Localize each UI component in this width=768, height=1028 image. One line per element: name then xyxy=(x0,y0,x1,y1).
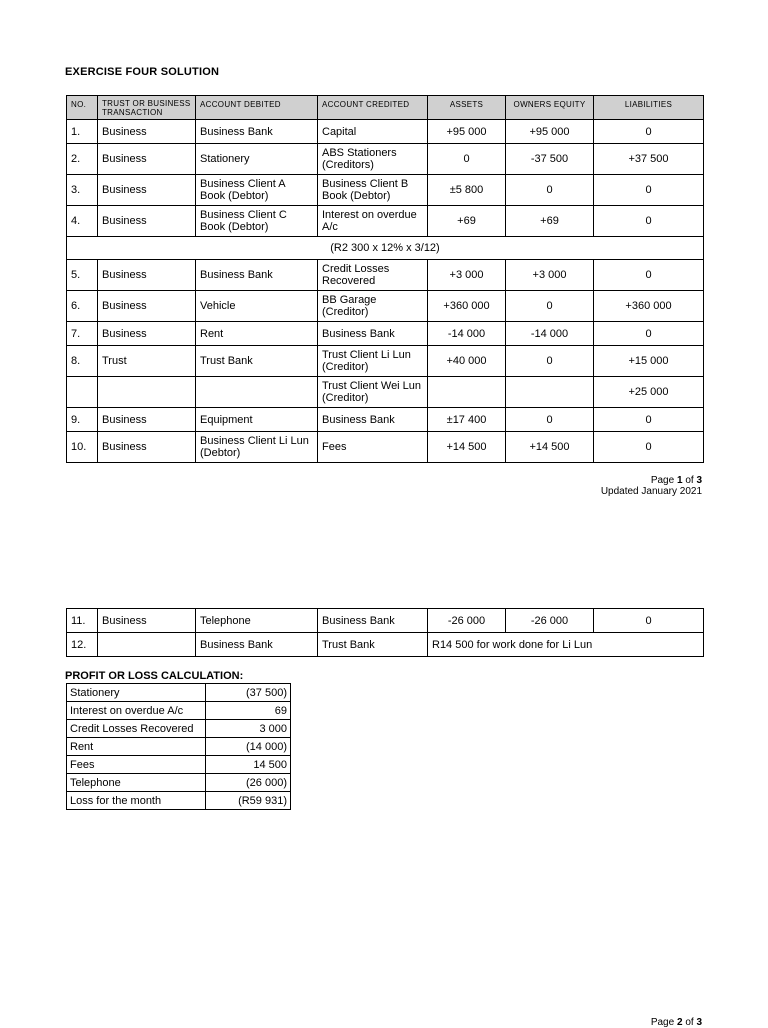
page-number: 1 xyxy=(676,475,683,486)
row-no: 4. xyxy=(67,206,98,237)
row-type: Business xyxy=(98,609,196,633)
row-liabilities: 0 xyxy=(594,206,704,237)
row-no: 3. xyxy=(67,175,98,206)
header-assets: ASSETS xyxy=(428,96,506,120)
header-trust: TRUST OR BUSINESS TRANSACTION xyxy=(98,96,196,120)
row-credit: Credit Losses Recovered xyxy=(318,260,428,291)
row-no: 6. xyxy=(67,291,98,322)
row-credit: Trust Client Li Lun (Creditor) xyxy=(318,346,428,377)
row-type: Business xyxy=(98,120,196,144)
row-credit: BB Garage (Creditor) xyxy=(318,291,428,322)
profit-loss-row xyxy=(67,774,291,792)
row-no: 11. xyxy=(67,609,98,633)
row-no: 9. xyxy=(67,408,98,432)
updated-date: Updated January 2021 xyxy=(600,486,702,497)
page-word: Page xyxy=(650,1017,675,1028)
row-credit: Business Client B Book (Debtor) xyxy=(318,175,428,206)
row-equity: +14 500 xyxy=(506,432,594,463)
pl-value: 14 500 xyxy=(206,756,291,774)
row-type: Business xyxy=(98,144,196,175)
table-row xyxy=(67,206,704,237)
row-debit: Business Client C Book (Debtor) xyxy=(196,206,318,237)
row-equity: -14 000 xyxy=(506,322,594,346)
pl-value: (14 000) xyxy=(206,738,291,756)
row-equity xyxy=(506,377,594,408)
table-row xyxy=(67,377,704,408)
header-credited: ACCOUNT CREDITED xyxy=(318,96,428,120)
page-footer-2 xyxy=(651,1017,702,1028)
row-liabilities: +37 500 xyxy=(594,144,704,175)
page-total: 3 xyxy=(696,1017,702,1028)
row-assets: +69 xyxy=(428,206,506,237)
table-row xyxy=(67,291,704,322)
row-type: Business xyxy=(98,432,196,463)
profit-loss-table xyxy=(66,683,291,810)
row-debit: Business Client A Book (Debtor) xyxy=(196,175,318,206)
row-equity: 0 xyxy=(506,346,594,377)
row-assets: +95 000 xyxy=(428,120,506,144)
pl-value: (37 500) xyxy=(206,684,291,702)
row-credit: Fees xyxy=(318,432,428,463)
table-row xyxy=(67,408,704,432)
table-row xyxy=(67,144,704,175)
row-credit: ABS Stationers (Creditors) xyxy=(318,144,428,175)
row-credit: Business Bank xyxy=(318,408,428,432)
page-footer-1 xyxy=(601,475,702,497)
row-equity: +3 000 xyxy=(506,260,594,291)
table-row xyxy=(67,260,704,291)
row-equity: 0 xyxy=(506,175,594,206)
table-row xyxy=(67,609,704,633)
row-credit: Trust Client Wei Lun (Creditor) xyxy=(318,377,428,408)
row-assets: +40 000 xyxy=(428,346,506,377)
row-credit: Business Bank xyxy=(318,609,428,633)
row-liabilities: 0 xyxy=(594,120,704,144)
row-liabilities: 0 xyxy=(594,260,704,291)
header-debited: ACCOUNT DEBITED xyxy=(196,96,318,120)
row-assets: ±17 400 xyxy=(428,408,506,432)
row-equity: -26 000 xyxy=(506,609,594,633)
row-note: R14 500 for work done for Li Lun xyxy=(428,633,704,657)
row-liabilities: 0 xyxy=(594,175,704,206)
row-no: 10. xyxy=(67,432,98,463)
transactions-table xyxy=(66,95,704,463)
row-assets: +3 000 xyxy=(428,260,506,291)
row-no xyxy=(67,377,98,408)
pl-label: Fees xyxy=(67,756,206,774)
pl-value: 69 xyxy=(206,702,291,720)
row-assets: ±5 800 xyxy=(428,175,506,206)
row-assets xyxy=(428,377,506,408)
row-assets: +360 000 xyxy=(428,291,506,322)
table-row xyxy=(67,322,704,346)
page-word: Page xyxy=(650,475,675,486)
pl-label: Stationery xyxy=(67,684,206,702)
row-no: 5. xyxy=(67,260,98,291)
row-no: 1. xyxy=(67,120,98,144)
row-credit: Capital xyxy=(318,120,428,144)
header-equity: OWNERS EQUITY xyxy=(506,96,594,120)
calculation-note-row xyxy=(67,237,704,260)
row-credit: Trust Bank xyxy=(318,633,428,657)
exercise-title: EXERCISE FOUR SOLUTION xyxy=(65,66,220,78)
of-word: of xyxy=(685,475,694,486)
row-no: 12. xyxy=(67,633,98,657)
row-type: Business xyxy=(98,206,196,237)
row-equity: 0 xyxy=(506,291,594,322)
table-row xyxy=(67,120,704,144)
row-debit: Business Client Li Lun (Debtor) xyxy=(196,432,318,463)
row-type: Business xyxy=(98,175,196,206)
profit-loss-row xyxy=(67,756,291,774)
pl-label: Credit Losses Recovered xyxy=(67,720,206,738)
row-assets: 0 xyxy=(428,144,506,175)
row-type: Trust xyxy=(98,346,196,377)
row-equity: 0 xyxy=(506,408,594,432)
row-liabilities: +15 000 xyxy=(594,346,704,377)
row-type: Business xyxy=(98,291,196,322)
row-debit: Equipment xyxy=(196,408,318,432)
row-debit: Business Bank xyxy=(196,260,318,291)
table-row xyxy=(67,432,704,463)
header-liabilities: LIABILITIES xyxy=(594,96,704,120)
header-no: NO. xyxy=(67,96,98,120)
page-total: 3 xyxy=(696,475,702,486)
row-liabilities: +360 000 xyxy=(594,291,704,322)
profit-loss-row xyxy=(67,738,291,756)
row-liabilities: +25 000 xyxy=(594,377,704,408)
row-assets: -26 000 xyxy=(428,609,506,633)
pl-label: Rent xyxy=(67,738,206,756)
row-debit: Telephone xyxy=(196,609,318,633)
profit-loss-title: PROFIT OR LOSS CALCULATION: xyxy=(65,670,244,682)
table-row xyxy=(67,175,704,206)
calculation-note: (R2 300 x 12% x 3/12) xyxy=(67,237,704,260)
row-debit: Business Bank xyxy=(196,120,318,144)
row-assets: +14 500 xyxy=(428,432,506,463)
row-liabilities: 0 xyxy=(594,609,704,633)
row-liabilities: 0 xyxy=(594,322,704,346)
profit-loss-row xyxy=(67,720,291,738)
row-assets: -14 000 xyxy=(428,322,506,346)
row-credit: Interest on overdue A/c xyxy=(318,206,428,237)
row-liabilities: 0 xyxy=(594,408,704,432)
table-header-row xyxy=(67,96,704,120)
row-type xyxy=(98,377,196,408)
row-equity: -37 500 xyxy=(506,144,594,175)
pl-label: Interest on overdue A/c xyxy=(67,702,206,720)
table-row xyxy=(67,633,704,657)
row-debit: Vehicle xyxy=(196,291,318,322)
row-no: 7. xyxy=(67,322,98,346)
profit-loss-row xyxy=(67,792,291,810)
row-debit: Trust Bank xyxy=(196,346,318,377)
row-liabilities: 0 xyxy=(594,432,704,463)
pl-value: (R59 931) xyxy=(206,792,291,810)
row-type: Business xyxy=(98,260,196,291)
row-type: Business xyxy=(98,322,196,346)
profit-loss-row xyxy=(67,702,291,720)
row-equity: +95 000 xyxy=(506,120,594,144)
pl-value: (26 000) xyxy=(206,774,291,792)
row-debit: Business Bank xyxy=(196,633,318,657)
row-type: Business xyxy=(98,408,196,432)
row-no: 2. xyxy=(67,144,98,175)
pl-value: 3 000 xyxy=(206,720,291,738)
profit-loss-row xyxy=(67,684,291,702)
row-credit: Business Bank xyxy=(318,322,428,346)
row-debit xyxy=(196,377,318,408)
row-debit: Rent xyxy=(196,322,318,346)
pl-label: Telephone xyxy=(67,774,206,792)
table-row xyxy=(67,346,704,377)
row-no: 8. xyxy=(67,346,98,377)
row-type xyxy=(98,633,196,657)
row-equity: +69 xyxy=(506,206,594,237)
pl-label: Loss for the month xyxy=(67,792,206,810)
transactions-table-continued xyxy=(66,608,704,657)
page-number: 2 xyxy=(676,1017,683,1028)
of-word: of xyxy=(685,1017,694,1028)
row-debit: Stationery xyxy=(196,144,318,175)
